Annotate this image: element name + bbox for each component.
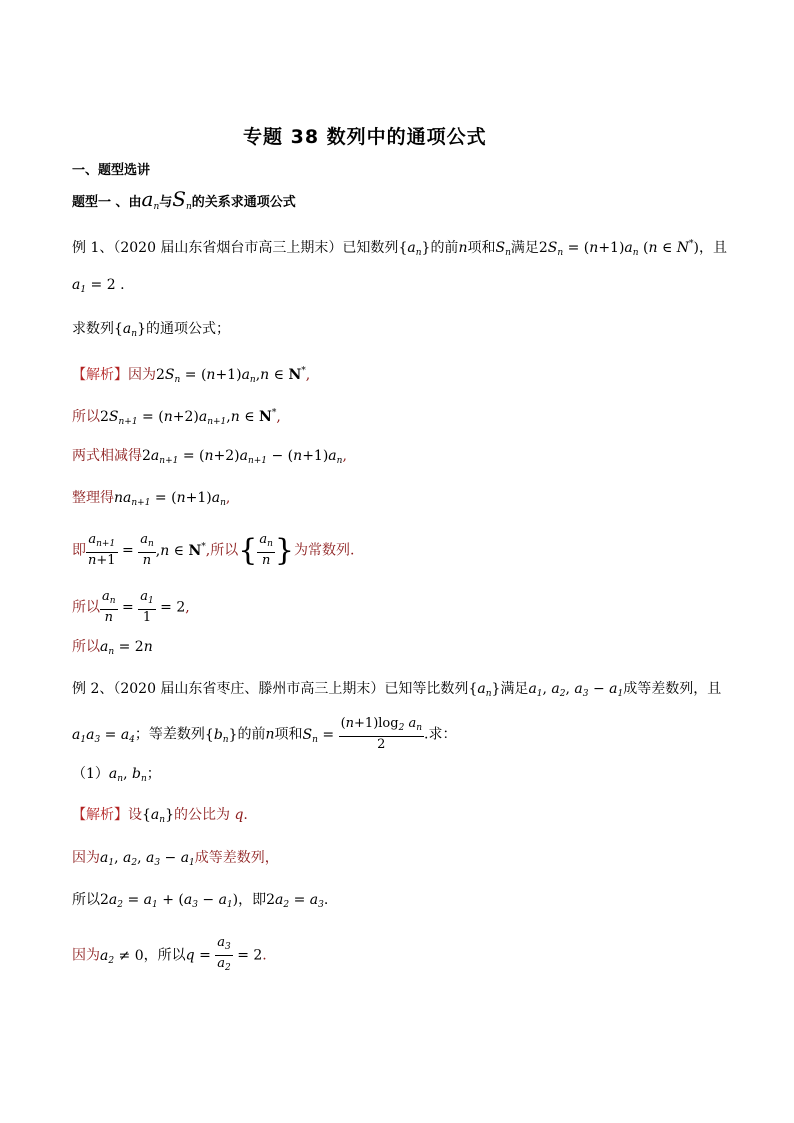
type-heading: 题型一 、由$a_n$与$S_n$的关系求通项公式 bbox=[72, 187, 296, 212]
solution-1-line-7: 所以$a_n = 2n$ bbox=[72, 639, 153, 657]
example-1-statement: 例 1、（2020 届山东省烟台市高三上期末）已知数列$\{a_n\}$的前n项和$S_n$满足$2S_n = (n+1)a_n$ (n ∈ N*)，且 bbox=[72, 239, 728, 258]
solution-1-line-4: 整理得$na_{n+1} = (n+1)a_n$, bbox=[72, 490, 231, 508]
solution-1-line-2: 所以$2S_{n+1} = (n+2)a_{n+1},n$ ∈ N*, bbox=[72, 408, 281, 427]
solution-2-line-4: 因为$a_2 \ne 0$，所以q = $\frac{a_3}{a_2}$ = 2. bbox=[72, 935, 267, 973]
solution-1-line-1: 【解析】因为$2S_n = (n+1)a_n,n$ ∈ N*, bbox=[72, 366, 311, 385]
solution-1-line-6: 所以 $\frac{a_n}{n}$ = $\frac{a_1}{1}$ = 2, bbox=[72, 589, 190, 625]
solution-1-line-5: 即 $\frac{a_{n+1}}{n+1}$ = $\frac{a_n}{n}$ ,n ∈ N*,所以{ $\frac{a_n}{n}$ }为常数列. bbox=[72, 532, 355, 568]
example-2-condition: $a_1a_3 = a_4$；等差数列$\{b_n\}$的前n项和$S_n$ = $\frac{(n+1)\log_2 a_n}{2}$ .求： bbox=[72, 716, 457, 752]
page-title: 专题 38 数列中的通项公式 bbox=[243, 126, 487, 148]
solution-1-line-3: 两式相减得$2a_{n+1} = (n+2)a_{n+1} - (n+1)a_n$, bbox=[72, 448, 347, 466]
solution-2-line-1: 【解析】设$\{a_n\}$的公比为 q. bbox=[72, 807, 248, 825]
example-1-condition: $a_1 = 2$ . bbox=[72, 277, 125, 295]
example-2-statement: 例 2、（2020 届山东省枣庄、滕州市高三上期末）已知等比数列$\{a_n\}$满足$a_1$, $a_2$, $a_3 - a_1$成等差数列，且 bbox=[72, 681, 722, 699]
solution-2-line-2: 因为$a_1$, $a_2$, $a_3 - a_1$成等差数列， bbox=[72, 850, 279, 868]
example-2-part-1: $(1)a_n$, $b_n$； bbox=[72, 766, 161, 784]
section-heading: 一、题型选讲 bbox=[72, 163, 151, 178]
solution-2-line-3: 所以$2a_2 = a_1 + (a_3 - a_1)$，即$2a_2 = a_3$. bbox=[72, 892, 329, 910]
example-1-question: 求数列$\{a_n\}$的通项公式； bbox=[72, 321, 230, 339]
